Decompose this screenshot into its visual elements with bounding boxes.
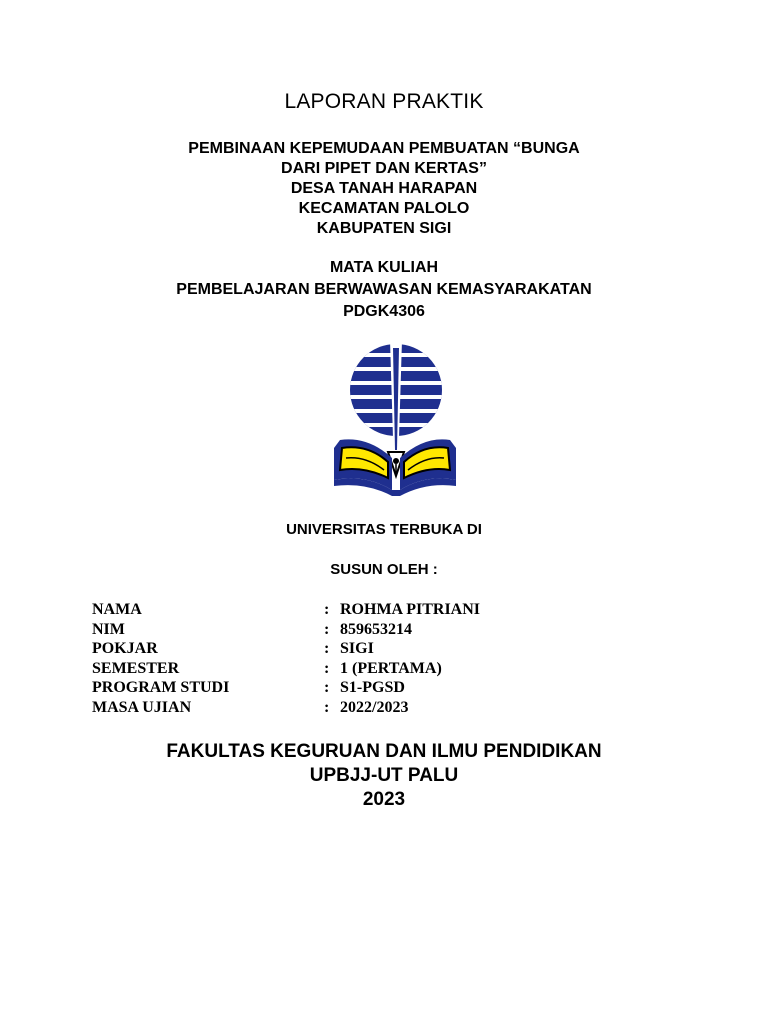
info-colon: :: [324, 601, 330, 618]
info-colon: :: [324, 620, 330, 638]
info-colon: :: [324, 659, 330, 677]
info-colon: :: [324, 698, 330, 716]
report-title: LAPORAN PRAKTIK: [284, 90, 484, 113]
info-label: NAMA: [92, 601, 142, 618]
subtitle-line: KABUPATEN SIGI: [316, 220, 452, 237]
info-value: 859653214: [340, 620, 412, 638]
info-colon: :: [324, 640, 330, 658]
faculty-footer: [0, 740, 768, 812]
course-name: PEMBELAJARAN BERWAWASAN KEMASYARAKATAN: [176, 281, 592, 298]
subtitle-line: PEMBINAAN KEPEMUDAAN PEMBUATAN “BUNGA: [188, 140, 580, 157]
subtitle-line: DESA TANAH HARAPAN: [290, 180, 478, 197]
course-label: MATA KULIAH: [329, 259, 439, 276]
info-label: SEMESTER: [92, 659, 180, 677]
course-code: PDGK4306: [343, 303, 425, 320]
report-subtitle: [0, 139, 768, 239]
info-label: NIM: [92, 620, 125, 638]
course-info: [0, 257, 768, 323]
info-value: S1-PGSD: [340, 679, 405, 697]
faculty-name: FAKULTAS KEGURUAN DAN ILMU PENDIDIKAN: [166, 741, 602, 762]
universitas-terbuka-logo-icon: [330, 340, 460, 500]
subtitle-line: DARI PIPET DAN KERTAS”: [281, 160, 487, 177]
info-label: PROGRAM STUDI: [92, 679, 230, 697]
office-name: UPBJJ-UT PALU: [309, 765, 459, 786]
info-label: POKJAR: [92, 640, 158, 658]
info-label: MASA UJIAN: [92, 698, 192, 716]
info-value: SIGI: [340, 640, 374, 658]
info-value: 2022/2023: [340, 698, 409, 716]
prepared-by-heading: SUSUN OLEH :: [330, 561, 438, 578]
report-year: 2023: [362, 789, 406, 810]
university-name: UNIVERSITAS TERBUKA DI: [286, 521, 482, 538]
info-colon: :: [324, 679, 330, 697]
info-value: 1 (PERTAMA): [340, 659, 442, 677]
info-value: ROHMA PITRIANI: [340, 601, 481, 618]
subtitle-line: KECAMATAN PALOLO: [298, 200, 470, 217]
